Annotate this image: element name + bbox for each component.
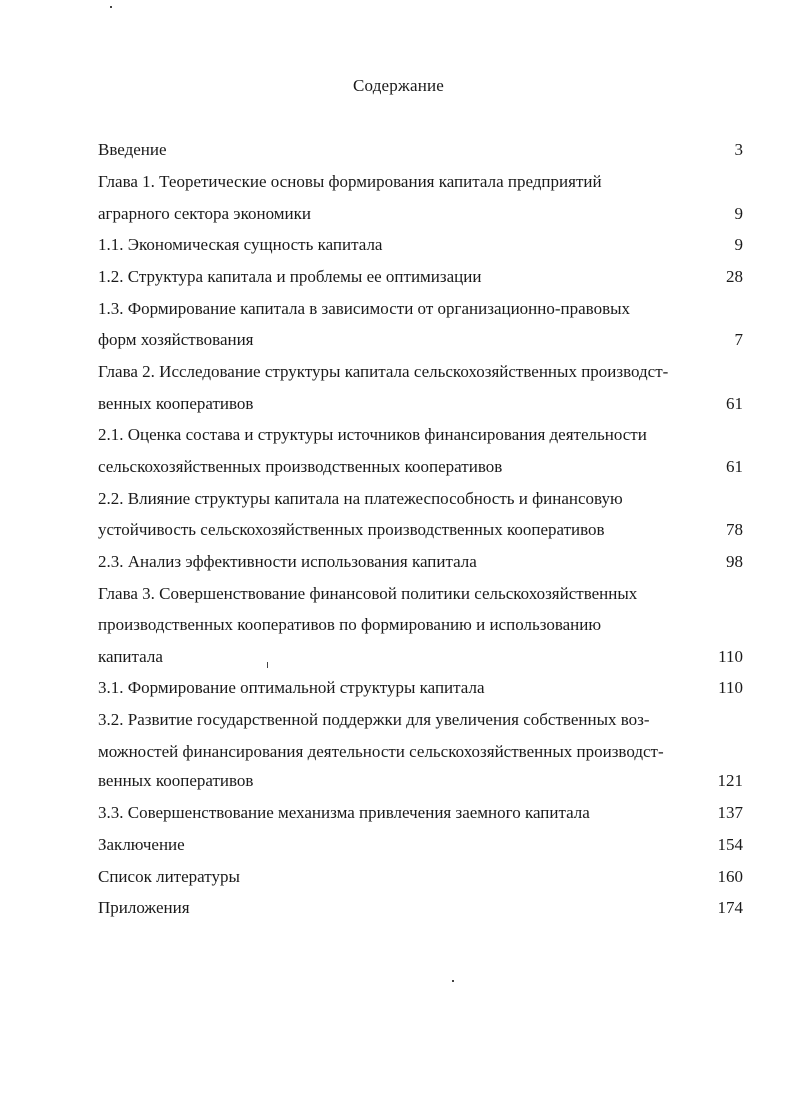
toc-entry-page: 61 [726, 394, 743, 413]
toc-entry-text: 1.1. Экономическая сущность капитала [98, 235, 383, 254]
toc-entry-page: 160 [717, 867, 743, 886]
toc-entry-page: 28 [726, 267, 743, 286]
page-title: Содержание [352, 76, 445, 95]
toc-entry-text: капитала [98, 647, 163, 666]
scan-speck [267, 662, 268, 668]
toc-entry-text: Введение [98, 140, 167, 159]
scan-speck [110, 6, 112, 8]
toc-entry-text: 1.2. Структура капитала и проблемы ее оптимизации [98, 267, 482, 286]
toc-entry-page: 9 [734, 235, 743, 254]
toc-entry-page: 7 [734, 330, 743, 349]
toc-entry-text: Глава 3. Совершенствование финансовой политики сельскохозяйственных [98, 584, 638, 603]
toc-entry-text: 2.3. Анализ эффективности использования капитала [98, 552, 477, 571]
toc-entry-text: 3.3. Совершенствование механизма привлечения заемного капитала [98, 803, 590, 822]
toc-entry-text: Список литературы [98, 867, 240, 886]
toc-entry-text: 2.2. Влияние структуры капитала на платежеспособность и финансовую [98, 489, 623, 508]
toc-entry-text: устойчивость сельскохозяйственных производственных кооперативов [98, 520, 605, 539]
toc-entry-text: 3.1. Формирование оптимальной структуры капитала [98, 678, 485, 697]
toc-entry-text: 3.2. Развитие государственной поддержки для увеличения собственных воз- [98, 710, 650, 729]
toc-entry-text: Заключение [98, 835, 185, 854]
toc-entry-page: 61 [726, 457, 743, 476]
toc-entry-text: Глава 2. Исследование структуры капитала сельскохозяйственных производст- [98, 362, 669, 381]
toc-entry-text: Глава 1. Теоретические основы формирования капитала предприятий [98, 172, 602, 191]
toc-entry-page: 9 [734, 204, 743, 223]
toc-entry-page: 174 [717, 898, 743, 917]
toc-entry-page: 137 [717, 803, 743, 822]
toc-entry-page: 154 [717, 835, 743, 854]
toc-entry-text: венных кооперативов [98, 394, 254, 413]
toc-entry-page: 98 [726, 552, 743, 571]
toc-entry-page: 110 [718, 678, 743, 697]
toc-entry-text: 2.1. Оценка состава и структуры источников финансирования деятельности [98, 425, 647, 444]
toc-entry-page: 121 [717, 771, 743, 790]
toc-entry-page: 3 [734, 140, 743, 159]
toc-entry-text: форм хозяйствования [98, 330, 254, 349]
toc-entry-page: 110 [718, 647, 743, 666]
toc-entry-text: аграрного сектора экономики [98, 204, 311, 223]
toc-entry-text: венных кооперативов [98, 771, 254, 790]
toc-entry-text: можностей финансирования деятельности сельскохозяйственных производст- [98, 742, 664, 761]
toc-entry-text: сельскохозяйственных производственных кооперативов [98, 457, 503, 476]
toc-entry-page: 78 [726, 520, 743, 539]
toc-entry-text: Приложения [98, 898, 190, 917]
toc-entry-text: производственных кооперативов по формированию и использованию [98, 615, 602, 634]
toc-entry-text: 1.3. Формирование капитала в зависимости от организационно-правовых [98, 299, 631, 318]
scan-speck [452, 980, 454, 982]
